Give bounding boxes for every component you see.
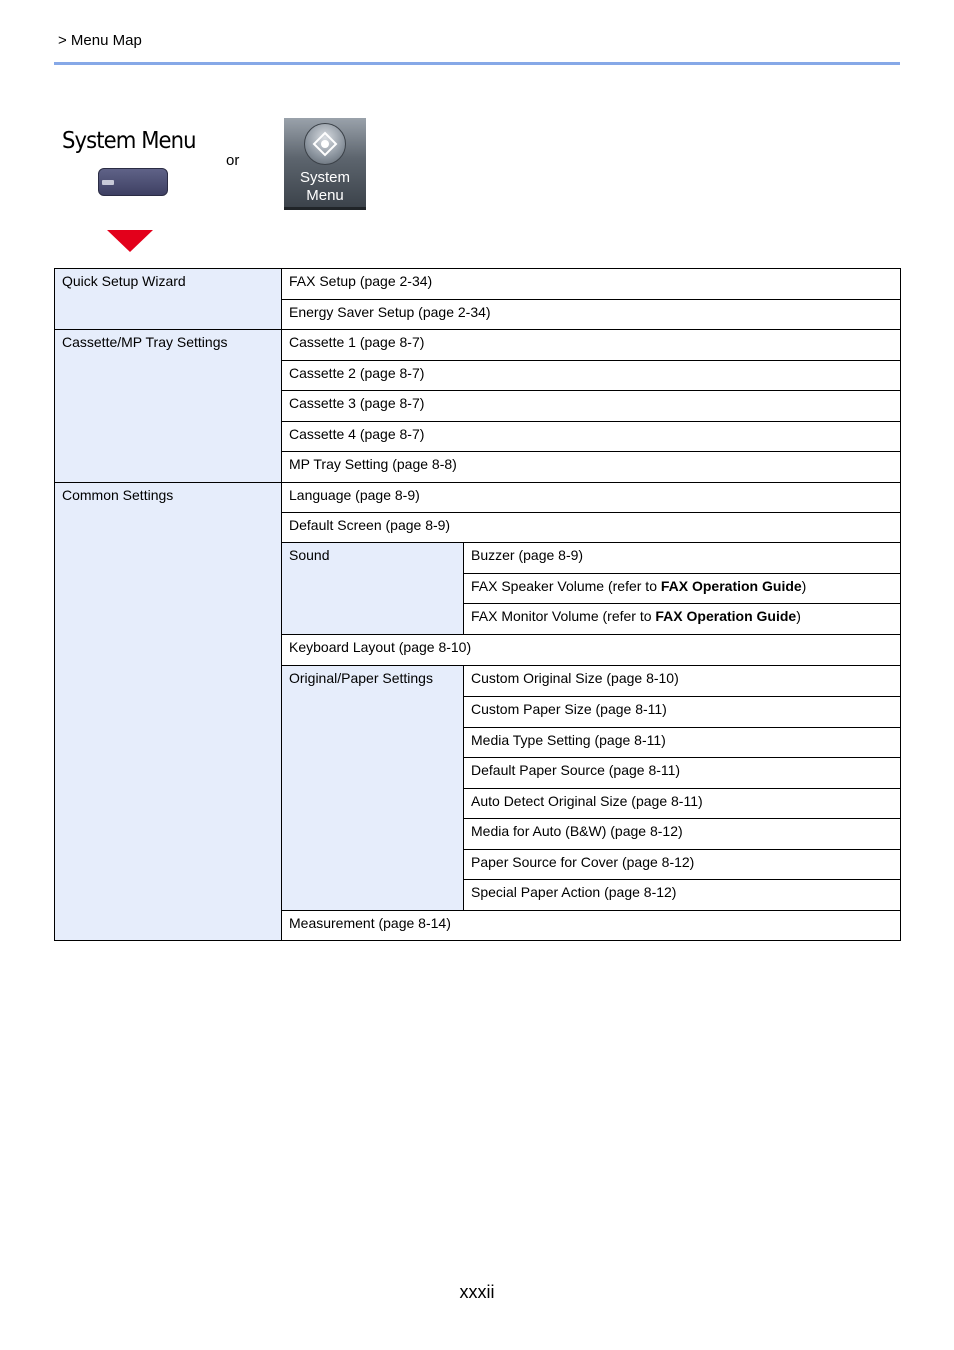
key-led-icon — [102, 180, 114, 185]
touch-key-label-line1: System — [299, 169, 350, 186]
category-common-settings: Common Settings — [55, 483, 282, 941]
menu-item: Default Screen (page 8-9) — [282, 513, 901, 543]
menu-item: Cassette 4 (page 8-7) — [282, 422, 901, 452]
menu-item: Default Paper Source (page 8-11) — [464, 758, 901, 789]
menu-item: Auto Detect Original Size (page 8-11) — [464, 789, 901, 819]
subcategory-original-paper: Original/Paper Settings — [282, 666, 464, 911]
menu-item: Media for Auto (B&W) (page 8-12) — [464, 819, 901, 850]
menu-item: Media Type Setting (page 8-11) — [464, 728, 901, 758]
breadcrumb: > Menu Map — [58, 32, 142, 49]
or-text: or — [226, 152, 240, 169]
system-menu-hardware-key — [98, 168, 168, 196]
category-quick-setup: Quick Setup Wizard — [55, 269, 282, 330]
menu-item: Measurement (page 8-14) — [282, 911, 901, 941]
menu-item: Cassette 3 (page 8-7) — [282, 391, 901, 422]
menu-item: Special Paper Action (page 8-12) — [464, 880, 901, 911]
menu-item: Custom Original Size (page 8-10) — [464, 666, 901, 697]
guide-reference: FAX Operation Guide — [660, 578, 802, 594]
system-menu-icon — [304, 123, 346, 165]
header-rule — [54, 62, 900, 65]
menu-item: Custom Paper Size (page 8-11) — [464, 697, 901, 728]
category-cassette: Cassette/MP Tray Settings — [55, 330, 282, 483]
menu-item: MP Tray Setting (page 8-8) — [282, 452, 901, 483]
menu-item-text: ) — [801, 578, 807, 594]
menu-map-table — [54, 268, 901, 941]
menu-item: Energy Saver Setup (page 2-34) — [282, 300, 901, 330]
menu-item: FAX Setup (page 2-34) — [282, 269, 901, 300]
menu-item: Paper Source for Cover (page 8-12) — [464, 850, 901, 880]
menu-item: Cassette 1 (page 8-7) — [282, 330, 901, 361]
system-menu-touch-key — [284, 118, 366, 210]
menu-item: Buzzer (page 8-9) — [464, 543, 901, 574]
guide-reference: FAX Operation Guide — [655, 608, 797, 624]
menu-item: Keyboard Layout (page 8-10) — [282, 635, 901, 666]
menu-item-fax-monitor — [464, 604, 901, 635]
menu-item-fax-speaker — [464, 574, 901, 604]
touch-key-label-line2: Menu — [306, 187, 344, 204]
menu-item: Cassette 2 (page 8-7) — [282, 361, 901, 391]
menu-item-text: FAX Monitor Volume (refer to — [471, 608, 656, 624]
menu-item: Language (page 8-9) — [282, 483, 901, 513]
page-number: xxxii — [459, 1282, 495, 1302]
menu-item-text: FAX Speaker Volume (refer to — [471, 578, 661, 594]
down-arrow-icon — [107, 230, 153, 252]
menu-item-text: ) — [796, 608, 801, 624]
system-menu-key-title: System Menu — [62, 128, 196, 154]
subcategory-sound: Sound — [282, 543, 464, 635]
